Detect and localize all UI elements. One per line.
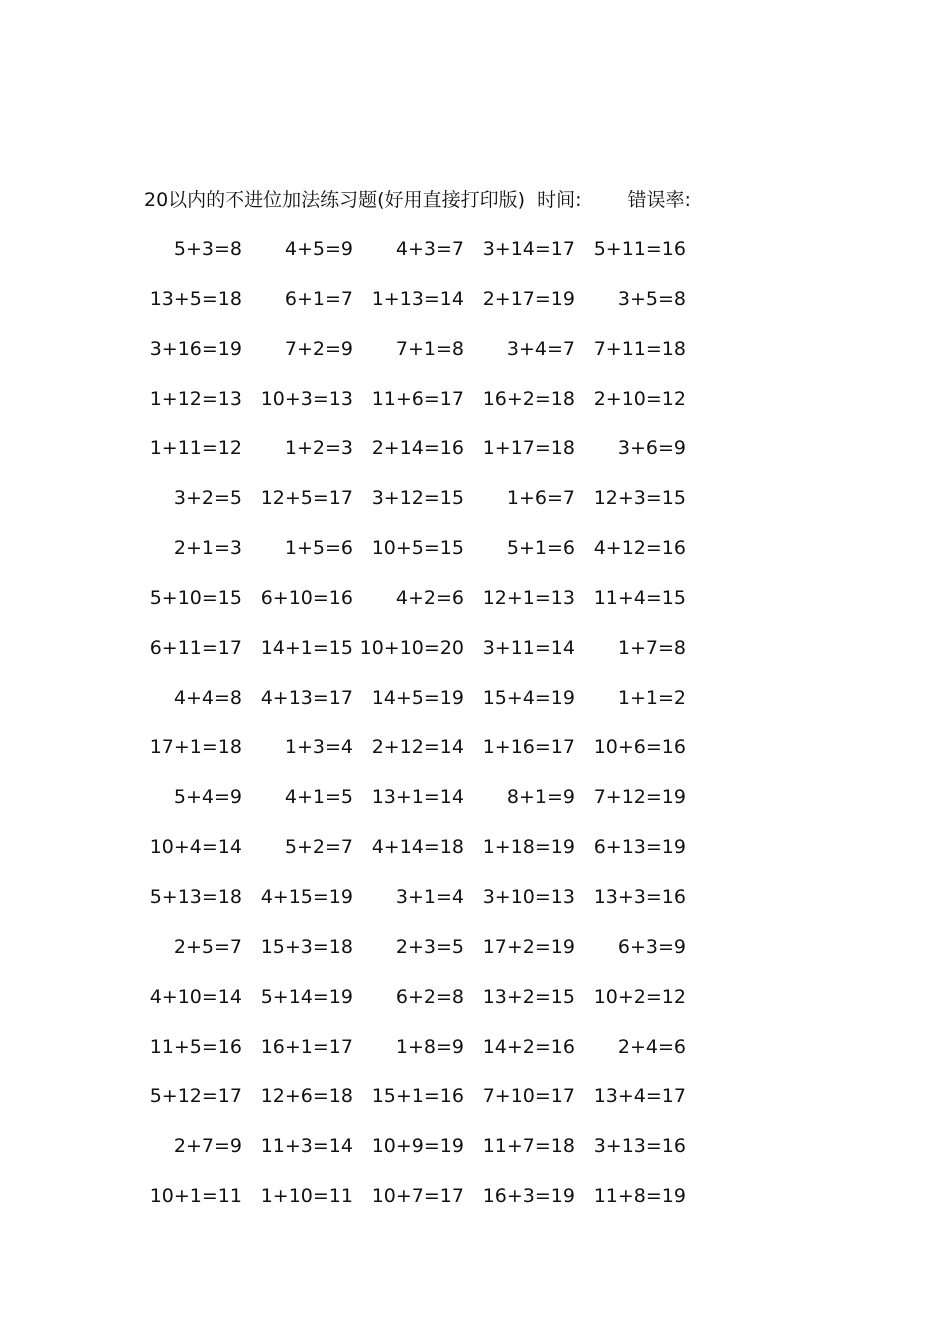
problem-row (149, 434, 686, 484)
problem-item: 1+18=19 (482, 836, 575, 859)
problem-item: 4+3=7 (395, 238, 464, 260)
problem-item: 13+2=15 (482, 985, 575, 1008)
problem-item: 6+3=9 (617, 935, 686, 958)
problem-item: 14+1=15 (260, 636, 353, 659)
problem-item: 5+1=6 (506, 537, 575, 560)
problem-item: 3+1=4 (395, 885, 464, 908)
problem-item: 14+5=19 (371, 686, 464, 709)
problem-item: 12+6=18 (260, 1085, 353, 1108)
problem-item: 3+4=7 (506, 337, 575, 360)
problem-item: 11+7=18 (482, 1135, 575, 1158)
problem-item: 1+3=4 (284, 736, 353, 759)
problem-item: 10+1=11 (149, 1185, 242, 1208)
problem-row (149, 783, 686, 833)
problem-row (149, 385, 686, 435)
problem-item: 3+14=17 (482, 238, 575, 260)
problem-item: 3+6=9 (617, 437, 686, 460)
problem-item: 1+16=17 (482, 736, 575, 759)
problem-item: 1+17=18 (482, 437, 575, 460)
problem-item: 7+1=8 (395, 337, 464, 360)
problem-item: 13+5=18 (149, 287, 242, 310)
problem-item: 5+3=8 (173, 238, 242, 260)
problem-row (149, 983, 686, 1033)
problem-item: 16+3=19 (482, 1185, 575, 1208)
problem-item: 4+12=16 (593, 537, 686, 560)
problem-item: 3+5=8 (617, 287, 686, 310)
problem-item: 7+12=19 (593, 786, 686, 809)
problem-item: 5+10=15 (149, 586, 242, 609)
problem-item: 2+17=19 (482, 287, 575, 310)
problem-item: 1+1=2 (617, 686, 686, 709)
problem-item: 11+4=15 (593, 586, 686, 609)
problem-item: 6+11=17 (149, 636, 242, 659)
problem-item: 6+2=8 (395, 985, 464, 1008)
problem-item: 13+1=14 (371, 786, 464, 809)
problem-item: 15+1=16 (371, 1085, 464, 1108)
problem-item: 5+13=18 (149, 885, 242, 908)
problem-item: 6+1=7 (284, 287, 353, 310)
problem-item: 4+4=8 (173, 686, 242, 709)
problem-item: 4+13=17 (260, 686, 353, 709)
problem-item: 11+6=17 (371, 387, 464, 410)
problem-item: 11+3=14 (260, 1135, 353, 1158)
problem-item: 10+9=19 (371, 1135, 464, 1158)
problem-item: 15+4=19 (482, 686, 575, 709)
problem-item: 13+4=17 (593, 1085, 686, 1108)
problem-item: 2+1=3 (173, 537, 242, 560)
problem-item: 5+2=7 (284, 836, 353, 859)
problem-row (149, 883, 686, 933)
problem-item: 14+2=16 (482, 1035, 575, 1058)
problem-item: 2+7=9 (173, 1135, 242, 1158)
problem-row (149, 534, 686, 584)
problem-row (149, 335, 686, 385)
problem-item: 1+12=13 (149, 387, 242, 410)
problem-item: 1+10=11 (260, 1185, 353, 1208)
problem-row (149, 833, 686, 883)
error-rate-label: 错误率: (627, 189, 691, 211)
problem-item: 1+6=7 (506, 487, 575, 510)
problem-item: 1+11=12 (149, 437, 242, 460)
problem-item: 13+3=16 (593, 885, 686, 908)
problem-row (149, 484, 686, 534)
problem-row (149, 634, 686, 684)
problem-item: 1+5=6 (284, 537, 353, 560)
problem-item: 5+12=17 (149, 1085, 242, 1108)
problem-item: 4+1=5 (284, 786, 353, 809)
problem-item: 1+2=3 (284, 437, 353, 460)
problem-item: 2+3=5 (395, 935, 464, 958)
problem-item: 11+8=19 (593, 1185, 686, 1208)
problem-grid (149, 235, 686, 1232)
problem-item: 6+13=19 (593, 836, 686, 859)
problem-item: 10+3=13 (260, 387, 353, 410)
problem-item: 12+3=15 (593, 487, 686, 510)
problem-item: 4+2=6 (395, 586, 464, 609)
problem-item: 10+5=15 (371, 537, 464, 560)
problem-item: 4+15=19 (260, 885, 353, 908)
problem-item: 3+2=5 (173, 487, 242, 510)
problem-item: 7+10=17 (482, 1085, 575, 1108)
problem-item: 3+10=13 (482, 885, 575, 908)
problem-item: 10+10=20 (359, 636, 464, 659)
problem-item: 6+10=16 (260, 586, 353, 609)
problem-item: 1+7=8 (617, 636, 686, 659)
problem-item: 17+2=19 (482, 935, 575, 958)
problem-item: 4+14=18 (371, 836, 464, 859)
problem-item: 15+3=18 (260, 935, 353, 958)
problem-item: 1+8=9 (395, 1035, 464, 1058)
problem-row (149, 1082, 686, 1132)
problem-item: 12+5=17 (260, 487, 353, 510)
problem-item: 3+11=14 (482, 636, 575, 659)
problem-row (149, 733, 686, 783)
problem-item: 10+2=12 (593, 985, 686, 1008)
problem-item: 7+2=9 (284, 337, 353, 360)
problem-item: 3+16=19 (149, 337, 242, 360)
problem-row (149, 684, 686, 734)
worksheet-title: 20以内的不进位加法练习题(好用直接打印版) (144, 189, 526, 211)
problem-item: 2+5=7 (173, 935, 242, 958)
problem-item: 2+14=16 (371, 437, 464, 460)
problem-row (149, 1132, 686, 1182)
problem-item: 3+12=15 (371, 487, 464, 510)
problem-item: 12+1=13 (482, 586, 575, 609)
problem-row (149, 584, 686, 634)
problem-item: 16+1=17 (260, 1035, 353, 1058)
problem-item: 5+14=19 (260, 985, 353, 1008)
problem-item: 17+1=18 (149, 736, 242, 759)
problem-item: 7+11=18 (593, 337, 686, 360)
problem-item: 5+11=16 (593, 238, 686, 260)
worksheet-header (144, 186, 691, 214)
problem-item: 10+4=14 (149, 836, 242, 859)
problem-item: 4+10=14 (149, 985, 242, 1008)
problem-row (149, 933, 686, 983)
problem-item: 10+7=17 (371, 1185, 464, 1208)
problem-row (149, 1182, 686, 1232)
problem-item: 10+6=16 (593, 736, 686, 759)
problem-item: 5+4=9 (173, 786, 242, 809)
problem-item: 2+4=6 (617, 1035, 686, 1058)
problem-item: 1+13=14 (371, 287, 464, 310)
problem-item: 8+1=9 (506, 786, 575, 809)
time-label: 时间: (537, 189, 582, 211)
problem-item: 3+13=16 (593, 1135, 686, 1158)
problem-item: 16+2=18 (482, 387, 575, 410)
problem-item: 4+5=9 (284, 238, 353, 260)
problem-row (149, 1033, 686, 1083)
problem-item: 2+12=14 (371, 736, 464, 759)
problem-item: 2+10=12 (593, 387, 686, 410)
problem-row (149, 235, 686, 285)
problem-row (149, 285, 686, 335)
problem-item: 11+5=16 (149, 1035, 242, 1058)
